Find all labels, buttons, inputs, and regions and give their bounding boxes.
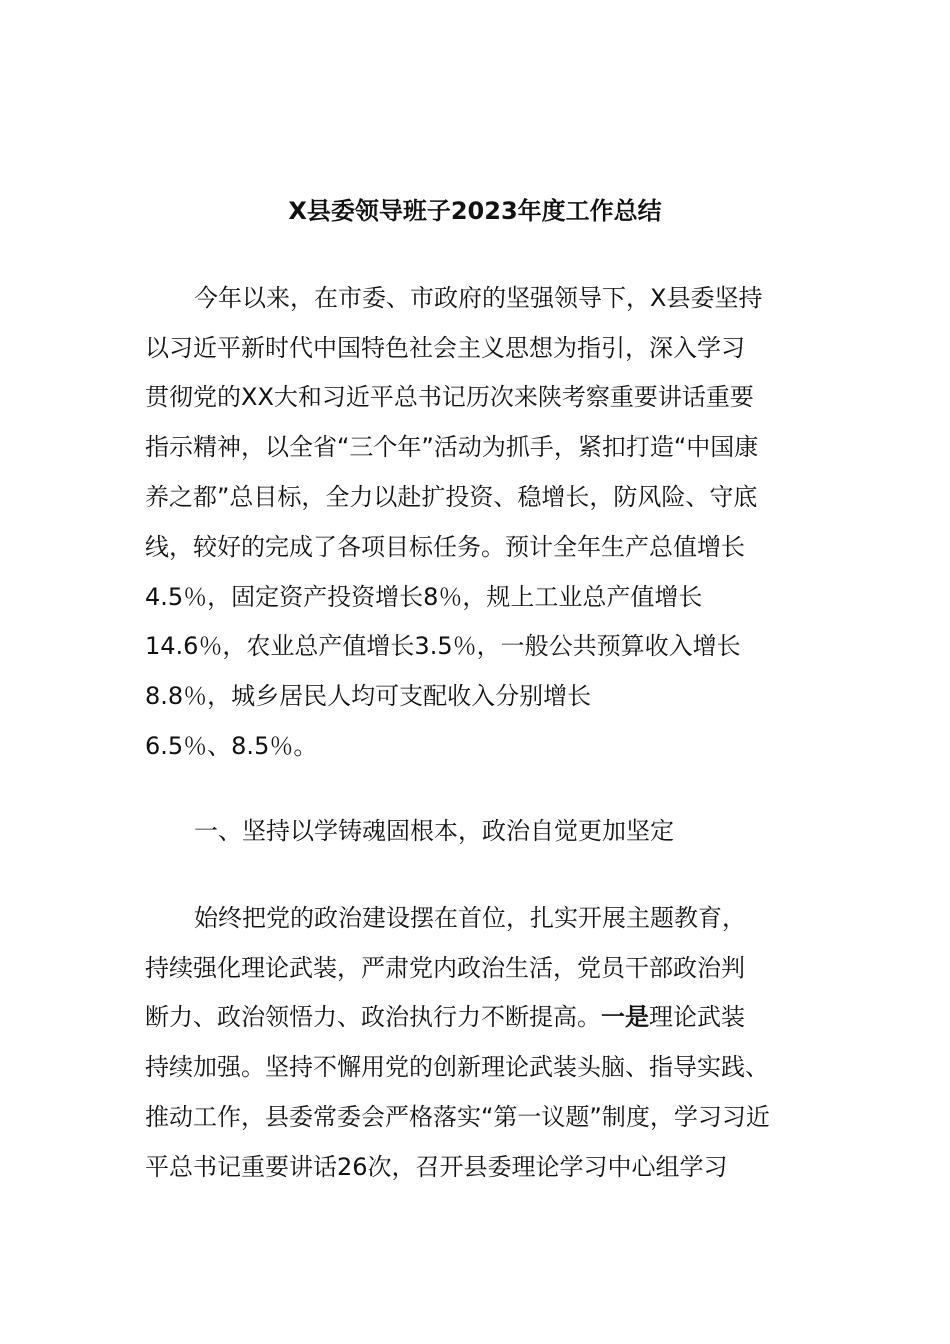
intro-line-6: 线，较好的完成了各项目标任务。预计全年生产总值增长 (145, 533, 745, 561)
section-1-line-4: 持续加强。坚持不懈用党的创新理论武装头脑、指导实践、 (145, 1053, 769, 1081)
section-1-line-2: 持续强化理论武装，严肃党内政治生活，党员干部政治判 (145, 954, 745, 982)
intro-line-1: 今年以来，在市委、市政府的坚强领导下，X县委坚持 (194, 284, 763, 312)
intro-line-9: 8.8％，城乡居民人均可支配收入分别增长 (145, 682, 592, 710)
section-1-heading: 一、坚持以学铸魂固根本，政治自觉更加坚定 (194, 817, 674, 845)
section-1-line-3-text: 断力、政治领悟力、政治执行力不断提高。 (145, 1003, 601, 1031)
section-1-line-1: 始终把党的政治建设摆在首位，扎实开展主题教育， (194, 904, 746, 932)
point-one-marker: 一是 (601, 1003, 649, 1031)
section-1-line-3 (145, 997, 745, 1037)
section-1-line-3-rest: 理论武装 (649, 1003, 745, 1031)
document-title: X县委领导班子2023年度工作总结 (288, 197, 662, 225)
section-1-line-5: 推动工作，县委常委会严格落实“第一议题”制度，学习习近 (145, 1103, 770, 1131)
intro-line-8: 14.6％，农业总产值增长3.5％，一般公共预算收入增长 (145, 632, 741, 660)
intro-line-10: 6.5％、8.5％。 (145, 732, 318, 760)
intro-line-2: 以习近平新时代中国特色社会主义思想为指引，深入学习 (145, 334, 745, 362)
intro-line-7: 4.5％，固定资产投资增长8％，规上工业总产值增长 (145, 583, 703, 611)
intro-line-5: 养之都”总目标，全力以赴扩投资、稳增长，防风险、守底 (145, 483, 758, 511)
intro-line-4: 指示精神，以全省“三个年”活动为抓手，紧扣打造“中国康 (145, 433, 759, 461)
intro-line-3: 贯彻党的XX大和习近平总书记历次来陕考察重要讲话重要 (145, 383, 754, 411)
section-1-line-6: 平总书记重要讲话26次，召开县委理论学习中心组学习 (145, 1153, 728, 1181)
